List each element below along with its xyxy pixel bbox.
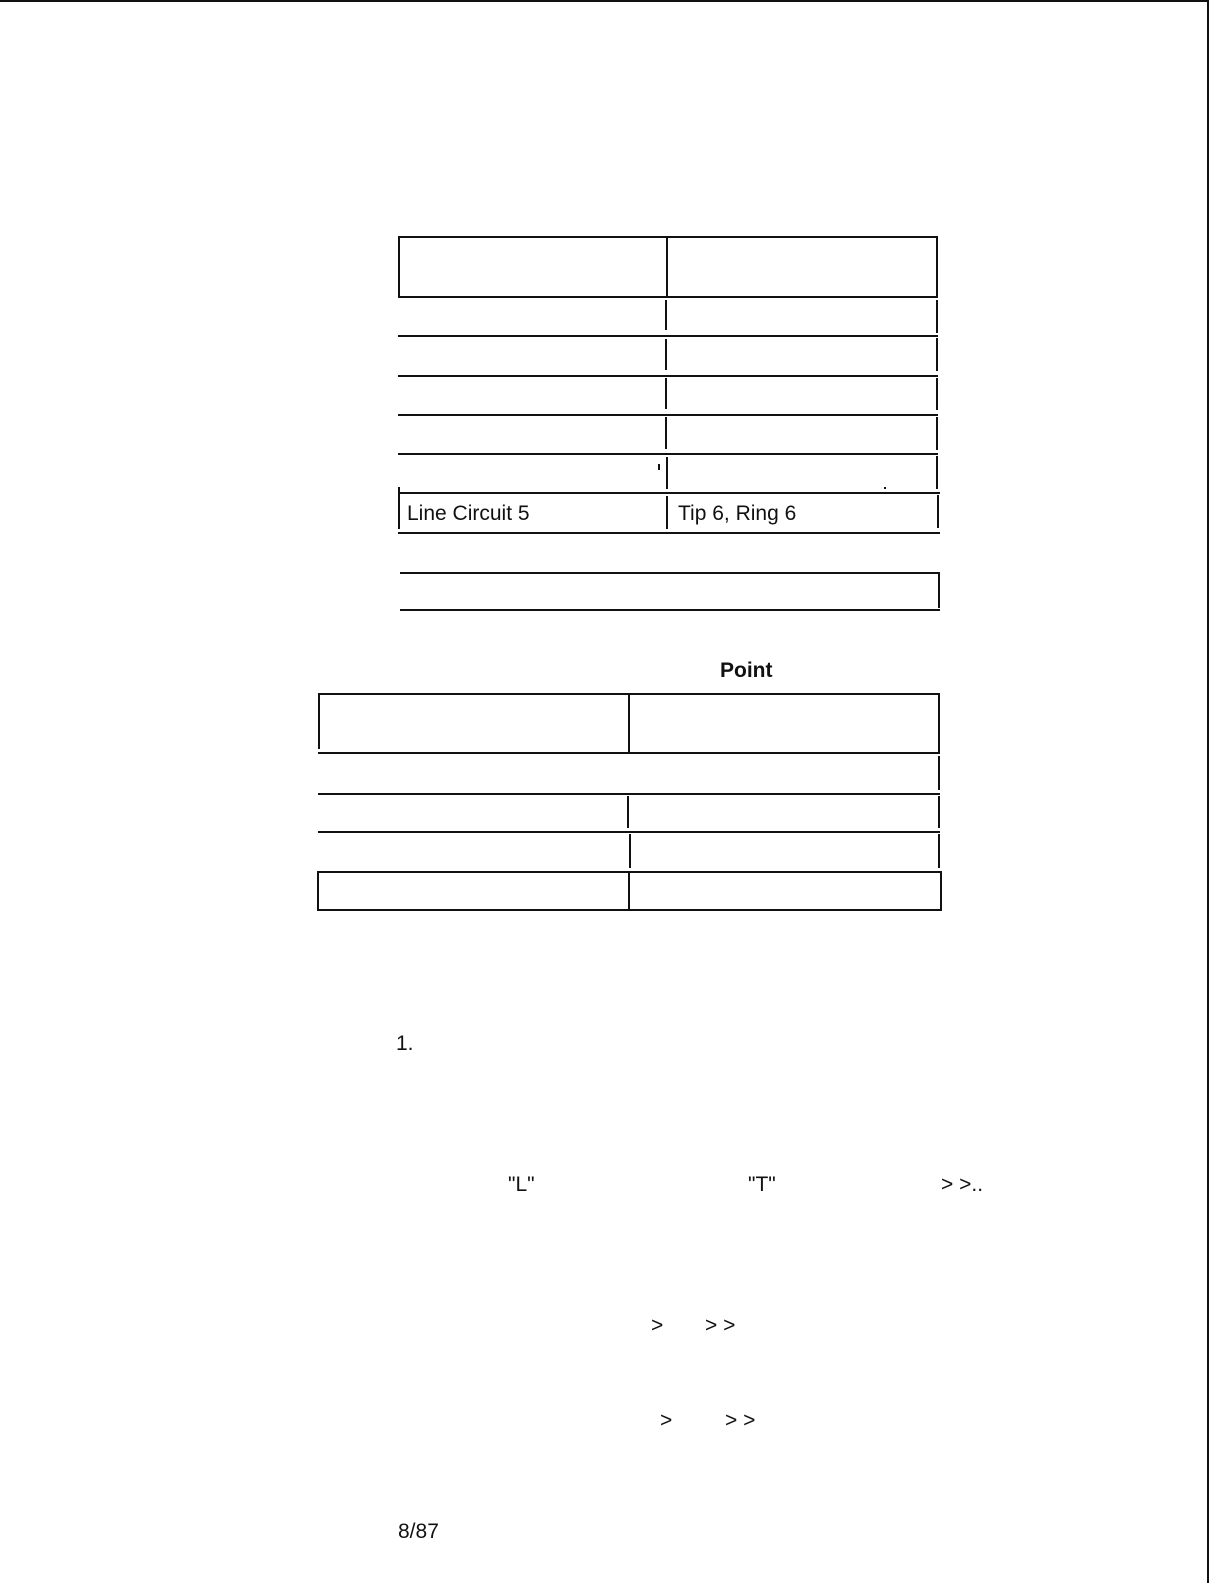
arrow-symbols: > >.. <box>941 1173 984 1196</box>
table-2-divider <box>629 834 631 868</box>
note-box-right-rule <box>938 574 940 608</box>
table-2-right-edge <box>938 756 940 790</box>
note-box-bottom-rule <box>400 609 940 611</box>
table-1-right-edge <box>936 338 938 371</box>
table-1-right-edge <box>936 417 938 450</box>
table-2-left-rule <box>318 695 320 749</box>
table-1-right-rule <box>936 238 938 296</box>
table-2-divider <box>627 796 629 828</box>
table-1-left-edge <box>398 487 400 529</box>
note-box-top-rule <box>400 572 940 574</box>
quoted-t: "T" <box>748 1173 776 1196</box>
table-1-divider <box>665 300 667 330</box>
table-2-right-edge <box>940 871 942 911</box>
table-1-row-5-value: Tip 6, Ring 6 <box>678 502 797 525</box>
table-2-heading: Point <box>720 659 773 682</box>
table-1-row-5-label: Line Circuit 5 <box>407 502 530 525</box>
arrow-symbol: > <box>651 1314 664 1337</box>
table-2-row-rule <box>318 793 940 795</box>
table-1-right-edge <box>936 456 938 489</box>
footer-date: 8/87 <box>398 1520 439 1543</box>
arrow-symbol: > <box>660 1409 673 1432</box>
table-1-center-rule <box>666 238 668 296</box>
table-1-row-rule <box>398 414 938 416</box>
table-2-left-edge <box>317 871 319 911</box>
table-1-row-rule <box>398 453 938 455</box>
table-1-right-edge <box>937 495 939 528</box>
table-1-left-rule <box>398 236 400 298</box>
table-2-right-edge <box>938 796 940 828</box>
table-2-row-rule <box>318 831 940 833</box>
table-1-row-rule <box>398 492 940 494</box>
list-item-number: 1. <box>396 1032 414 1055</box>
scan-mark <box>884 487 886 489</box>
table-2-center-rule <box>628 695 630 753</box>
table-1-header-bottom-rule <box>400 296 938 298</box>
table-1-row-rule <box>398 335 938 337</box>
table-2-header-bottom-rule <box>318 752 940 754</box>
table-1-divider <box>666 457 668 489</box>
page-border-top <box>0 0 1209 2</box>
quoted-l: "L" <box>508 1173 535 1196</box>
table-1-bottom-rule <box>398 532 940 534</box>
table-2-row-rule <box>318 871 942 873</box>
scan-mark <box>658 464 660 470</box>
table-1-divider <box>665 339 667 370</box>
table-2-right-rule <box>938 695 940 753</box>
table-1-row-rule <box>398 375 938 377</box>
table-2-bottom-rule <box>318 909 942 911</box>
table-1-divider <box>665 417 667 449</box>
table-1-divider <box>666 496 668 529</box>
arrow-symbols: > > <box>705 1314 736 1337</box>
page-border-right <box>1207 0 1209 1583</box>
table-1-top-rule <box>400 236 938 238</box>
table-2-divider <box>628 873 630 909</box>
table-1-right-edge <box>936 378 938 410</box>
arrow-symbols: > > <box>725 1409 756 1432</box>
table-2-right-edge <box>938 834 940 868</box>
table-1-right-edge <box>936 300 938 333</box>
table-1-divider <box>665 378 667 409</box>
